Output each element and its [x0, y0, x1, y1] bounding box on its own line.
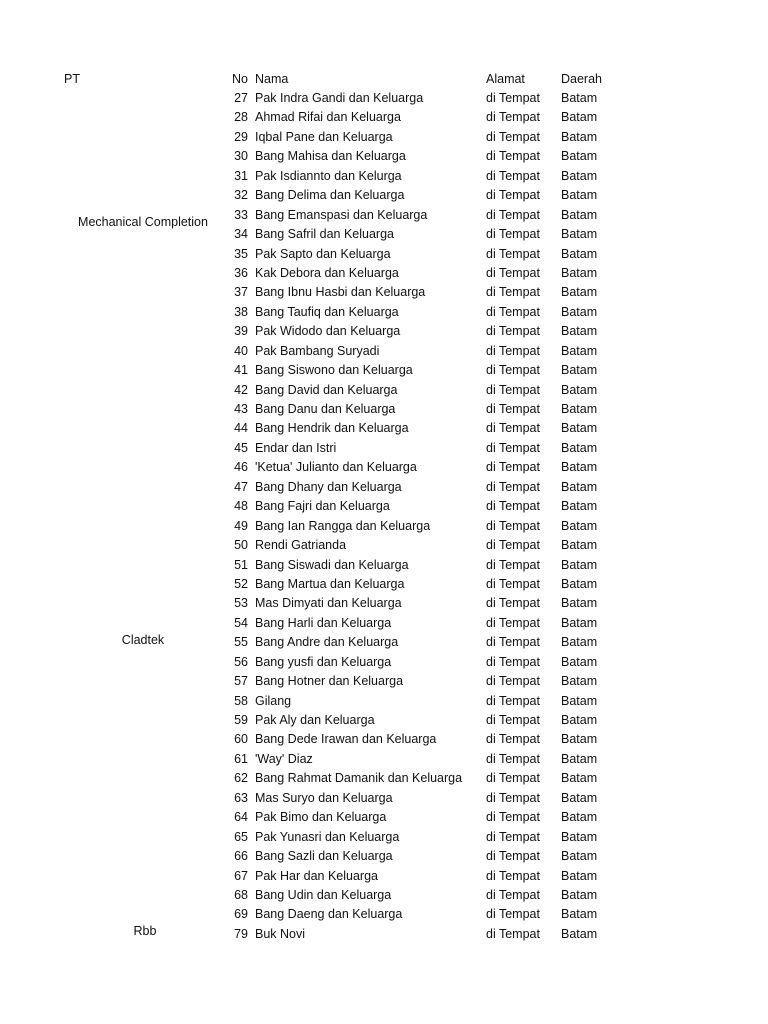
row-number: 64 [234, 810, 248, 825]
row-alamat: di Tempat [486, 265, 540, 280]
row-daerah: Batam [561, 693, 598, 708]
row-daerah: Batam [561, 615, 598, 630]
row-nama: Bang Delima dan Keluarga [255, 188, 405, 203]
table-row [0, 614, 768, 633]
row-number: 65 [234, 829, 248, 844]
row-daerah: Batam [561, 674, 598, 689]
row-alamat: di Tempat [486, 149, 540, 164]
row-nama: Pak Aly dan Keluarga [255, 713, 375, 727]
row-nama: Bang Udin dan Keluarga [255, 887, 392, 902]
row-number: 50 [234, 538, 248, 553]
table-row [0, 711, 768, 730]
row-alamat: di Tempat [486, 693, 540, 708]
row-nama: 'Way' Diaz [255, 751, 313, 766]
row-alamat: di Tempat [486, 363, 540, 378]
guest-list-table [0, 89, 768, 944]
table-row [0, 847, 768, 866]
row-nama: Pak Sapto dan Keluarga [255, 246, 391, 261]
table-row [0, 750, 768, 769]
row-daerah: Batam [561, 751, 598, 766]
row-alamat: di Tempat [486, 91, 540, 105]
table-row [0, 536, 768, 555]
table-row [0, 556, 768, 575]
table-row [0, 808, 768, 827]
row-daerah: Batam [561, 343, 598, 358]
table-row [0, 225, 768, 244]
row-number: 66 [234, 849, 248, 864]
row-alamat: di Tempat [486, 557, 540, 572]
row-alamat: di Tempat [486, 227, 540, 242]
row-number: 31 [234, 168, 248, 183]
table-row [0, 303, 768, 322]
row-alamat: di Tempat [486, 440, 540, 455]
row-number: 28 [234, 110, 248, 125]
row-number: 58 [234, 693, 248, 708]
row-nama: Bang Andre dan Keluarga [255, 635, 399, 650]
row-number: 34 [234, 227, 248, 242]
row-daerah: Batam [561, 926, 598, 941]
row-nama: Buk Novi [255, 926, 306, 941]
row-alamat: di Tempat [486, 615, 540, 630]
row-daerah: Batam [561, 771, 598, 786]
row-alamat: di Tempat [486, 576, 540, 591]
row-alamat: di Tempat [486, 246, 540, 261]
table-row [0, 342, 768, 361]
row-daerah: Batam [561, 460, 598, 475]
row-number: 32 [234, 188, 248, 203]
row-daerah: Batam [561, 576, 598, 591]
row-nama: Bang Sazli dan Keluarga [255, 849, 393, 864]
row-number: 49 [234, 518, 248, 533]
row-daerah: Batam [561, 91, 598, 105]
row-number: 39 [234, 324, 248, 339]
row-alamat: di Tempat [486, 674, 540, 689]
row-nama: Bang Taufiq dan Keluarga [255, 304, 399, 319]
row-alamat: di Tempat [486, 168, 540, 183]
row-nama: Bang Harli dan Keluarga [255, 615, 392, 630]
row-number: 45 [234, 440, 248, 455]
row-alamat: di Tempat [486, 732, 540, 747]
row-number: 62 [234, 771, 248, 786]
row-number: 60 [234, 732, 248, 747]
row-number: 38 [234, 304, 248, 319]
group-label-rbb: Rbb [133, 924, 157, 938]
table-row [0, 147, 768, 166]
row-number: 79 [234, 926, 248, 941]
row-alamat: di Tempat [486, 538, 540, 553]
table-row [0, 653, 768, 672]
table-row [0, 206, 768, 225]
row-daerah: Batam [561, 887, 598, 902]
row-number: 29 [234, 129, 248, 144]
row-number: 47 [234, 479, 248, 494]
row-alamat: di Tempat [486, 790, 540, 805]
row-alamat: di Tempat [486, 402, 540, 416]
row-number: 52 [234, 576, 248, 591]
row-number: 44 [234, 421, 248, 436]
row-daerah: Batam [561, 499, 598, 514]
row-daerah: Batam [561, 188, 598, 203]
row-nama: Mas Dimyati dan Keluarga [255, 596, 402, 611]
table-row [0, 886, 768, 905]
table-row [0, 692, 768, 711]
row-number: 36 [234, 265, 248, 280]
table-row [0, 478, 768, 497]
row-daerah: Batam [561, 635, 598, 650]
row-alamat: di Tempat [486, 343, 540, 358]
row-nama: Iqbal Pane dan Keluarga [255, 129, 393, 144]
row-alamat: di Tempat [486, 285, 540, 300]
row-number: 27 [234, 91, 248, 105]
table-row [0, 89, 768, 108]
row-nama: Rendi Gatrianda [255, 538, 347, 553]
row-nama: Bang Hotner dan Keluarga [255, 674, 404, 689]
row-daerah: Batam [561, 421, 598, 436]
row-daerah: Batam [561, 402, 598, 416]
row-nama: 'Ketua' Julianto dan Keluarga [255, 460, 417, 475]
row-daerah: Batam [561, 382, 598, 397]
row-daerah: Batam [561, 324, 598, 339]
row-daerah: Batam [561, 829, 598, 844]
row-nama: Pak Isdiannto dan Kelurga [255, 168, 402, 183]
group-label-cladtek: Cladtek [121, 633, 165, 647]
row-nama: Pak Indra Gandi dan Keluarga [255, 91, 424, 105]
row-nama: Bang Siswadi dan Keluarga [255, 557, 409, 572]
row-nama: Bang Ibnu Hasbi dan Keluarga [255, 285, 426, 300]
row-alamat: di Tempat [486, 926, 540, 941]
table-row [0, 264, 768, 283]
column-header-daerah: Daerah [561, 72, 602, 86]
table-row [0, 905, 768, 924]
row-alamat: di Tempat [486, 499, 540, 514]
row-daerah: Batam [561, 149, 598, 164]
row-nama: Bang Safril dan Keluarga [255, 227, 394, 242]
row-daerah: Batam [561, 596, 598, 611]
row-alamat: di Tempat [486, 460, 540, 475]
row-nama: Bang David dan Keluarga [255, 382, 398, 397]
row-daerah: Batam [561, 479, 598, 494]
row-nama: Bang Daeng dan Keluarga [255, 907, 403, 922]
row-number: 57 [234, 674, 248, 689]
row-nama: Bang Siswono dan Keluarga [255, 363, 413, 378]
row-nama: Bang Martua dan Keluarga [255, 576, 405, 591]
row-number: 61 [234, 751, 248, 766]
row-daerah: Batam [561, 440, 598, 455]
row-alamat: di Tempat [486, 829, 540, 844]
row-nama: Pak Har dan Keluarga [255, 868, 378, 883]
row-nama: Bang Rahmat Damanik dan Keluarga [255, 771, 463, 786]
row-alamat: di Tempat [486, 751, 540, 766]
table-row [0, 361, 768, 380]
row-alamat: di Tempat [486, 713, 540, 727]
table-row [0, 867, 768, 886]
row-number: 30 [234, 149, 248, 164]
row-number: 69 [234, 907, 248, 922]
table-row [0, 458, 768, 477]
row-number: 40 [234, 343, 248, 358]
row-alamat: di Tempat [486, 810, 540, 825]
row-number: 37 [234, 285, 248, 300]
table-row [0, 828, 768, 847]
row-number: 63 [234, 790, 248, 805]
row-daerah: Batam [561, 168, 598, 183]
row-alamat: di Tempat [486, 868, 540, 883]
row-daerah: Batam [561, 868, 598, 883]
row-number: 48 [234, 499, 248, 514]
company-header: PT [64, 72, 80, 86]
row-daerah: Batam [561, 285, 598, 300]
row-nama: Pak Widodo dan Keluarga [255, 324, 401, 339]
row-number: 42 [234, 382, 248, 397]
table-row [0, 381, 768, 400]
row-nama: Bang Mahisa dan Keluarga [255, 149, 406, 164]
row-number: 53 [234, 596, 248, 611]
group-label-mechanical-completion: Mechanical Completion [78, 215, 208, 229]
row-daerah: Batam [561, 849, 598, 864]
row-number: 68 [234, 887, 248, 902]
table-row [0, 167, 768, 186]
row-number: 55 [234, 635, 248, 650]
table-row [0, 769, 768, 788]
row-alamat: di Tempat [486, 771, 540, 786]
row-alamat: di Tempat [486, 849, 540, 864]
table-row [0, 925, 768, 944]
row-daerah: Batam [561, 790, 598, 805]
row-number: 43 [234, 402, 248, 416]
row-daerah: Batam [561, 363, 598, 378]
row-alamat: di Tempat [486, 596, 540, 611]
row-daerah: Batam [561, 207, 598, 222]
table-row [0, 245, 768, 264]
row-daerah: Batam [561, 227, 598, 242]
row-nama: Gilang [255, 693, 292, 708]
row-number: 35 [234, 246, 248, 261]
row-daerah: Batam [561, 713, 598, 727]
table-row [0, 128, 768, 147]
table-row [0, 789, 768, 808]
row-nama: Pak Bimo dan Keluarga [255, 810, 387, 825]
table-row [0, 594, 768, 613]
row-daerah: Batam [561, 907, 598, 922]
row-nama: Mas Suryo dan Keluarga [255, 790, 393, 805]
row-alamat: di Tempat [486, 887, 540, 902]
table-row [0, 322, 768, 341]
row-number: 46 [234, 460, 248, 475]
table-row [0, 108, 768, 127]
row-nama: Bang Dede Irawan dan Keluarga [255, 732, 437, 747]
row-daerah: Batam [561, 810, 598, 825]
row-daerah: Batam [561, 557, 598, 572]
row-alamat: di Tempat [486, 188, 540, 203]
row-nama: Endar dan Istri [255, 440, 337, 455]
row-nama: Bang Dhany dan Keluarga [255, 479, 402, 494]
table-row [0, 672, 768, 691]
table-row [0, 575, 768, 594]
row-alamat: di Tempat [486, 635, 540, 650]
row-alamat: di Tempat [486, 324, 540, 339]
table-row [0, 186, 768, 205]
row-number: 54 [234, 615, 248, 630]
row-daerah: Batam [561, 518, 598, 533]
column-header-alamat: Alamat [486, 72, 525, 86]
table-row [0, 439, 768, 458]
row-daerah: Batam [561, 304, 598, 319]
row-nama: Bang Danu dan Keluarga [255, 402, 396, 416]
row-nama: Kak Debora dan Keluarga [255, 265, 399, 280]
row-alamat: di Tempat [486, 129, 540, 144]
row-alamat: di Tempat [486, 110, 540, 125]
table-row [0, 517, 768, 536]
row-daerah: Batam [561, 246, 598, 261]
row-alamat: di Tempat [486, 479, 540, 494]
row-daerah: Batam [561, 129, 598, 144]
row-number: 41 [234, 363, 248, 378]
column-header-nama: Nama [255, 72, 289, 86]
row-nama: Bang yusfi dan Keluarga [255, 654, 392, 669]
table-row [0, 400, 768, 419]
row-alamat: di Tempat [486, 304, 540, 319]
row-number: 56 [234, 654, 248, 669]
table-row [0, 730, 768, 749]
row-daerah: Batam [561, 265, 598, 280]
row-nama: Bang Fajri dan Keluarga [255, 499, 390, 514]
row-daerah: Batam [561, 654, 598, 669]
row-alamat: di Tempat [486, 654, 540, 669]
row-daerah: Batam [561, 732, 598, 747]
row-alamat: di Tempat [486, 421, 540, 436]
table-row [0, 283, 768, 302]
column-header-no: No [232, 72, 248, 86]
row-nama: Pak Bambang Suryadi [255, 343, 380, 358]
row-number: 51 [234, 557, 248, 572]
row-alamat: di Tempat [486, 382, 540, 397]
row-number: 33 [234, 207, 248, 222]
row-nama: Bang Emanspasi dan Keluarga [255, 207, 428, 222]
row-alamat: di Tempat [486, 207, 540, 222]
row-number: 59 [234, 713, 248, 727]
table-row [0, 633, 768, 652]
row-alamat: di Tempat [486, 907, 540, 922]
row-daerah: Batam [561, 538, 598, 553]
row-number: 67 [234, 868, 248, 883]
row-nama: Ahmad Rifai dan Keluarga [255, 110, 401, 125]
table-row [0, 497, 768, 516]
row-daerah: Batam [561, 110, 598, 125]
row-nama: Pak Yunasri dan Keluarga [255, 829, 400, 844]
table-row [0, 419, 768, 438]
row-nama: Bang Ian Rangga dan Keluarga [255, 518, 431, 533]
row-alamat: di Tempat [486, 518, 540, 533]
row-nama: Bang Hendrik dan Keluarga [255, 421, 409, 436]
